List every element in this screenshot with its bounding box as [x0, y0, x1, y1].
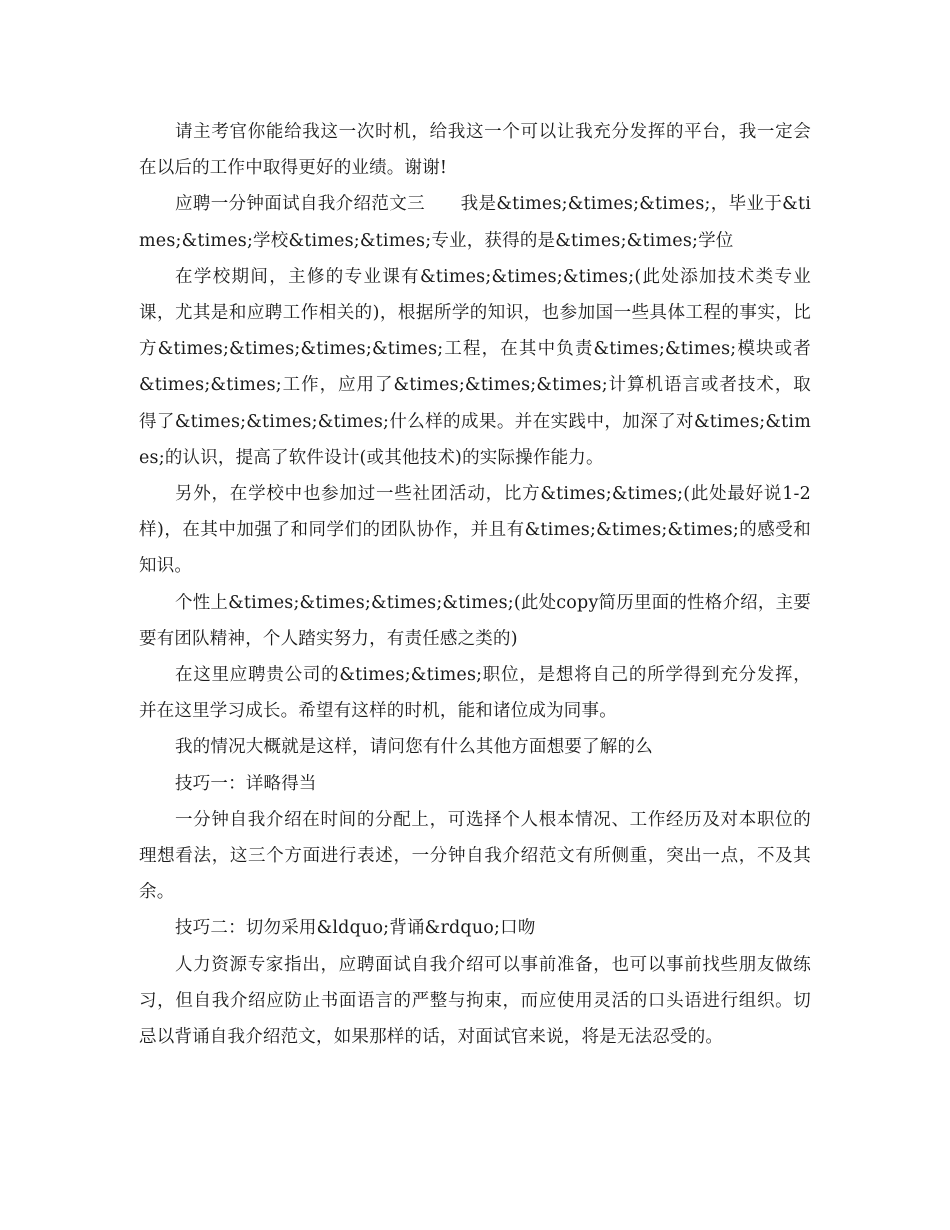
position-paragraph: 在这里应聘贵公司的&times;&times;职位，是想将自己的所学得到充分发挥，并在这里学习成长。希望有这样的时机，能和诸位成为同事。	[139, 665, 811, 722]
summary-paragraph: 我的情况大概就是这样，请问您有什么其他方面想要了解的么	[175, 737, 653, 758]
club-activities-paragraph: 另外，在学校中也参加过一些社团活动，比方&times;&times;(此处最好说1-2样)，在其中加强了和同学们的团队协作，并且有&times;&times;&times;的感受和知识。	[139, 484, 811, 577]
sample-three-intro-paragraph: 应聘一分钟面试自我介绍范文三 我是&times;&times;&times;，毕业于&times;&times;学校&times;&times;专业，获得的是&times;&times;学位	[139, 194, 811, 251]
tip-one-heading: 技巧一：详略得当	[175, 773, 317, 794]
tip-two-heading: 技巧二：切勿采用&ldquo;背诵&rdquo;口吻	[175, 918, 536, 939]
tip-one-paragraph: 一分钟自我介绍在时间的分配上，可选择个人根本情况、工作经历及对本职位的理想看法，这三个方面进行表述，一分钟自我介绍范文有所侧重，突出一点，不及其余。	[139, 809, 811, 903]
personality-paragraph: 个性上&times;&times;&times;&times;(此处copy简历里面的性格介绍，主要要有团队精神，个人踏实努力，有责任感之类的)	[139, 592, 811, 649]
tip-two-paragraph: 人力资源专家指出，应聘面试自我介绍可以事前准备，也可以事前找些朋友做练习，但自我介绍应防止书面语言的严整与拘束，而应使用灵活的口头语进行组织。切忌以背诵自我介绍范文，如果那样的话，对面试官来说，将是无法忍受的。	[139, 954, 811, 1048]
document-page	[139, 114, 811, 1055]
school-period-paragraph: 在学校期间，主修的专业课有&times;&times;&times;(此处添加技术类专业课，尤其是和应聘工作相关的)，根据所学的知识，也参加国一些具体工程的事实，比方&times;&times;&times;&times;工程，在其中负责&times;&times;模块或者&times;&times;工作，应用了&times;&times;&times;计算机语言或者技术，取得了&times;&times;&times;什么样的成果。并在实践中，加深了对&times;&times;的认识，提高了软件设计(或其他技术)的实际操作能力。	[139, 266, 811, 468]
closing-paragraph: 请主考官你能给我这一次时机，给我这一个可以让我充分发挥的平台，我一定会在以后的工作中取得更好的业绩。谢谢!	[139, 122, 811, 179]
